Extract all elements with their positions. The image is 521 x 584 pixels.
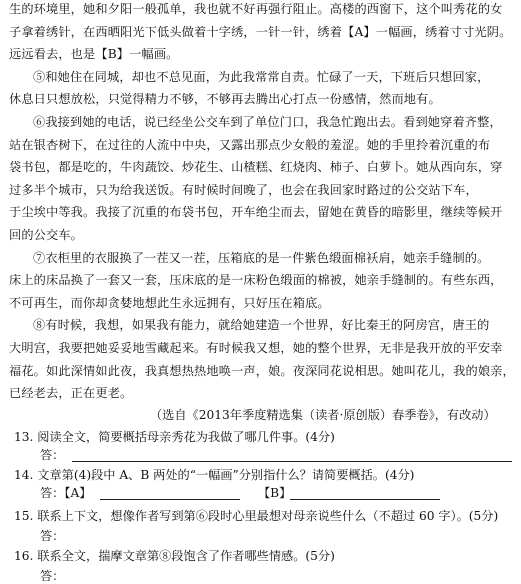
answer-line-14b[interactable] (290, 499, 440, 500)
passage-line: ⑥我接到她的电话，说已经坐公交车到了单位门口，我急忙跑出去。看到她穿着齐整， (33, 115, 502, 129)
answer-line-14a[interactable] (100, 499, 240, 500)
answer-line-13[interactable] (72, 461, 512, 462)
question-14: 14. 文章第(4)段中 A、B 两处的“一幅画”分别指什么？请简要概括。(4分) (14, 467, 415, 482)
passage-line: 回的公交车。 (9, 228, 84, 242)
passage-line: 于尘埃中等我。我接了沉重的布袋书包，开车绝尘而去，留她在黄昏的暗影里，继续等候开 (9, 205, 503, 220)
answer-label-14b: 【B】 (258, 485, 292, 500)
passage-line: 站在银杏树下，在过往的人流中中央，又露出那点少女般的羞涩。她的手里拎着沉重的布 (9, 137, 491, 152)
answer-label-15: 答： (40, 529, 65, 543)
question-15: 15. 联系上下文，想像作者写到第⑥段时心里最想对母亲说些什么（不超过 60 字）。(5分) (14, 509, 499, 523)
passage-line: ⑤和她住在同城，却也不总见面，为此我常常自责。忙碌了一天，下班后只想回家， (33, 69, 490, 84)
answer-label-14a: 答：【A】 (40, 485, 92, 500)
passage-line: 过多半个城市，只为给我送饭。有时候时间晚了，也会在我回家时路过的公交站下车， (9, 182, 478, 197)
answer-label-13: 答： (40, 447, 65, 462)
passage-line: 远远看去，也是【B】一幅画。 (9, 47, 179, 62)
passage-line: 大明宫，我要把她妥妥地雪藏起来。有时候我又想，她的整个世界，无非是我开放的平安幸 (9, 341, 503, 355)
passage-line: ⑦衣柜里的衣服换了一茬又一茬，压箱底的是一件紫色缎面棉袄肩，她亲手缝制的。 (33, 250, 490, 265)
passage-line: 床上的床品换了一套又一套，压床底的是一床粉色缎面的棉被，她亲手缝制的。有些东西， (9, 273, 503, 288)
passage-line: ⑧有时候，我想，如果我有能力，就给她建造一个世界，好比秦王的阿房宫，唐王的 (33, 318, 490, 333)
passage-line: 生的环境里，她和夕阳一般孤单，我也就不好再强行阻止。高楼的西窗下，这个叫秀花的女 (9, 2, 503, 16)
passage-line: 子拿着绣针，在西晒阳光下低头做着十字绣，一针一针，绣着【A】一幅画，绣着寸寸光阴。 (9, 24, 512, 39)
answer-label-16: 答： (40, 569, 65, 583)
passage-line: 休息日只想放松，只觉得精力不够，不够再去腾出心打点一份感情，然而地有。 (9, 92, 441, 107)
source-citation: （选自《2013年季度精选集（读者·原创版）春季卷》，有改动） (150, 407, 496, 422)
passage-line: 不可再生，而你却贪婪地想此生永远拥有，只好压在箱底。 (9, 295, 330, 310)
passage-line: 已经老去，正在更老。 (9, 386, 133, 401)
passage-line: 袋书包，都是吃的，牛肉蔬饺、炒花生、山楂糕、红烧肉、柿子、白萝卜。她从西向东，穿 (9, 160, 503, 175)
question-16: 16. 联系全文，揣摩文章第⑧段饱含了作者哪些情感。(5分) (14, 549, 335, 563)
question-13: 13. 阅读全文，简要概括母亲秀花为我做了哪几件事。(4分) (14, 429, 335, 444)
passage-line: 福花。如此深情如此夜，我真想热热地唤一声，娘。夜深同花说相思。她叫花儿，我的娘亲， (9, 363, 515, 378)
